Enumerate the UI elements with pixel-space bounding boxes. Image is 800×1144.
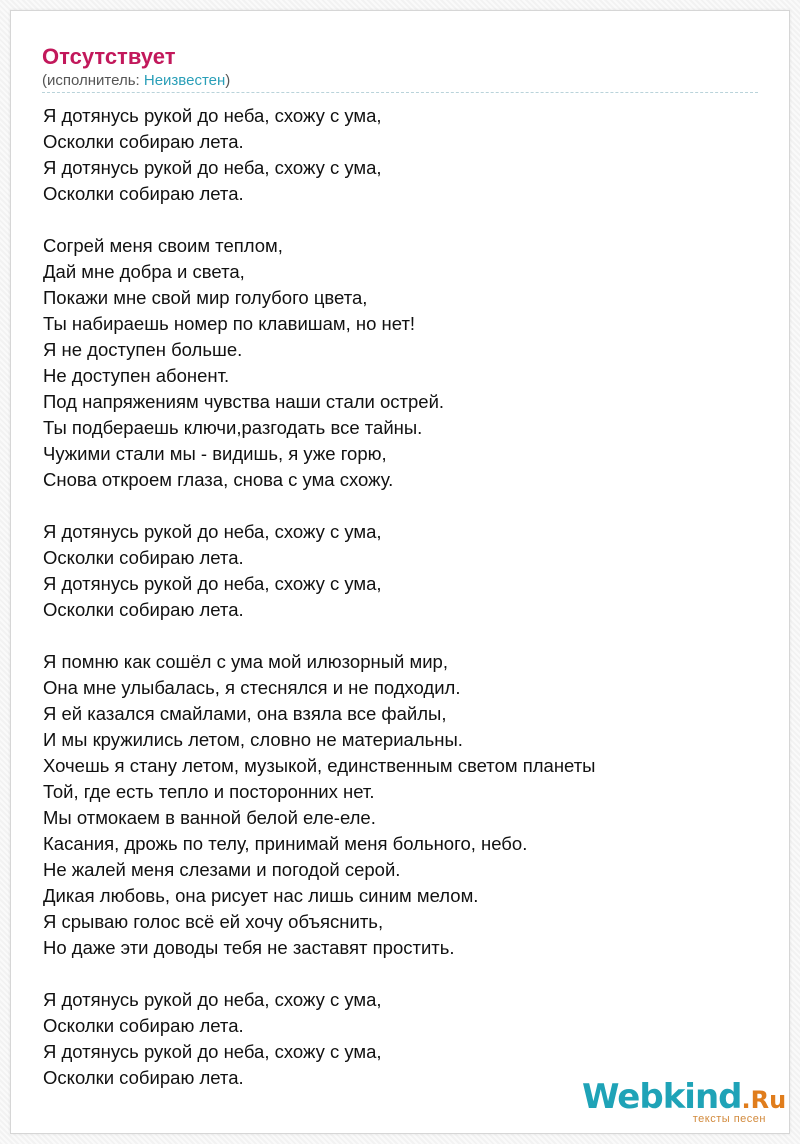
lyrics-body <box>43 103 595 1091</box>
lyric-line: Дай мне добра и света, <box>43 261 245 282</box>
artist-prefix: (исполнитель: <box>42 72 144 89</box>
lyric-line: Согрей меня своим теплом, <box>43 235 283 256</box>
lyric-line: Я дотянусь рукой до неба, схожу с ума, <box>43 157 382 178</box>
lyrics-stanza <box>43 519 595 623</box>
lyric-line: Я ей казался смайлами, она взяла все файлы, <box>43 703 447 724</box>
lyric-line: Я не доступен больше. <box>43 339 243 360</box>
lyrics-stanza <box>43 233 595 493</box>
lyric-line: Той, где есть тепло и посторонних нет. <box>43 781 375 802</box>
lyric-line: Снова откроем глаза, снова с ума схожу. <box>43 469 394 490</box>
logo-tld: .Ru <box>741 1086 787 1114</box>
lyric-line: Я дотянусь рукой до неба, схожу с ума, <box>43 989 382 1010</box>
lyric-line: Она мне улыбалась, я стеснялся и не подходил. <box>43 677 461 698</box>
artist-suffix: ) <box>225 72 231 89</box>
lyric-line: Осколки собираю лета. <box>43 131 244 152</box>
lyric-line: Но даже эти доводы тебя не заставят простить. <box>43 937 455 958</box>
lyric-line: Хочешь я стану летом, музыкой, единственным светом планеты <box>43 755 596 776</box>
lyric-line: Мы отмокаем в ванной белой еле-еле. <box>43 807 376 828</box>
lyric-line: Дикая любовь, она рисует нас лишь синим мелом. <box>43 885 479 906</box>
lyrics-stanza <box>43 103 595 207</box>
logo-main-text: Webkind <box>582 1077 742 1117</box>
lyric-line: И мы кружились летом, словно не материальны. <box>43 729 463 750</box>
song-title: Отсутствует <box>42 44 176 69</box>
lyric-line: Чужими стали мы - видишь, я уже горю, <box>43 443 387 464</box>
lyric-line: Под напряжениям чувства наши стали острей. <box>43 391 445 412</box>
lyric-line: Осколки собираю лета. <box>43 1067 244 1088</box>
lyric-line: Я дотянусь рукой до неба, схожу с ума, <box>43 1041 382 1062</box>
lyric-line: Касания, дрожь по телу, принимай меня больного, небо. <box>43 833 528 854</box>
artist-link[interactable]: Неизвестен <box>143 72 226 89</box>
lyric-line: Осколки собираю лета. <box>43 1015 244 1036</box>
lyrics-stanza <box>43 649 595 961</box>
header-divider <box>42 92 758 93</box>
lyric-line: Осколки собираю лета. <box>43 547 244 568</box>
lyrics-stanza <box>43 987 595 1091</box>
lyric-line: Я дотянусь рукой до неба, схожу с ума, <box>43 105 382 126</box>
artist-line <box>42 72 230 90</box>
lyric-line: Не жалей меня слезами и погодой серой. <box>43 859 401 880</box>
site-logo[interactable] <box>582 1077 787 1130</box>
lyric-line: Осколки собираю лета. <box>43 599 244 620</box>
logo-tagline: тексты песен <box>692 1113 766 1125</box>
lyric-line: Осколки собираю лета. <box>43 183 244 204</box>
lyric-line: Я помню как сошёл с ума мой илюзорный мир, <box>43 651 448 672</box>
lyric-line: Я дотянусь рукой до неба, схожу с ума, <box>43 521 382 542</box>
lyric-line: Я срываю голос всё ей хочу объяснить, <box>43 911 384 932</box>
lyric-line: Ты подбераешь ключи,разгодать все тайны. <box>43 417 423 438</box>
lyric-line: Ты набираешь номер по клавишам, но нет! <box>43 313 416 334</box>
lyric-line: Покажи мне свой мир голубого цвета, <box>43 287 368 308</box>
lyric-line: Я дотянусь рукой до неба, схожу с ума, <box>43 573 382 594</box>
lyric-line: Не доступен абонент. <box>43 365 230 386</box>
